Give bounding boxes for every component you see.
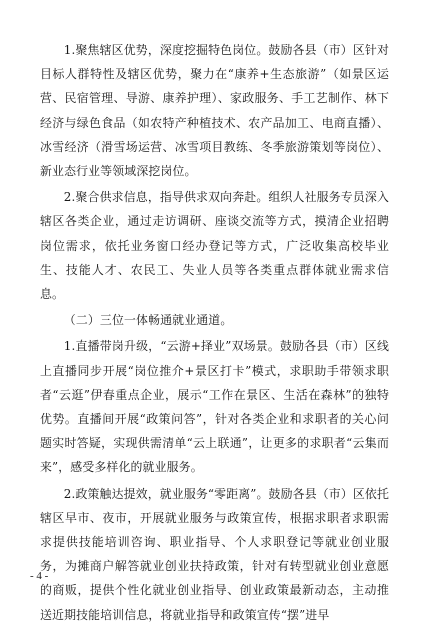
paragraph-4: 2.政策触达提效，就业服务“零距离”。鼓励各县（市）区依托辖区早市、夜市，开展就业服务与政策宣传，根据求职者求职需求提供技能培训咨询、职业指导、个人求职登记等就业创业服务，为摊商户解答就业创业扶持政策，针对有转型就业创业意愿的商贩，提供个性化就业创业指导、创业政策最新动态，主动推送近期技能培训信息，将就业指导和政策宣传“摆”进早 xyxy=(40,486,389,622)
page-number: - 4 - xyxy=(30,570,49,582)
paragraph-3: 1.直播带岗升级，“云游+择业”双场景。鼓励各县（市）区线上直播同步开展“岗位推介+景区打卡”模式，求职助手带领求职者“云逛”伊春重点企业，展示“工作在景区、生活在森林”的独特优势。直播间开展“政策问答”，针对各类企业和求职者的关心问题实时答疑，实现供需清单“云上联通”，让更多的求职者“云集而来”，感受多样化的就业服务。 xyxy=(40,339,389,475)
paragraph-2: 2.聚合供求信息，指导供求双向奔赴。组织人社服务专员深入辖区各类企业，通过走访调研、座谈交流等方式，摸清企业招聘岗位需求，依托业务窗口经办登记等方式，广泛收集高校毕业生、技能人才、农民工、失业人员等各类重点群体就业需求信息。 xyxy=(40,190,389,302)
document-page xyxy=(40,38,389,629)
section-heading: （二）三位一体畅通就业通道。 xyxy=(63,313,233,328)
paragraph-1: 1.聚焦辖区优势，深度挖掘特色岗位。鼓励各县（市）区针对目标人群特性及辖区优势，聚力在“康养+生态旅游”（如景区运营、民宿管理、导游、康养护理）、家政服务、手工艺制作、林下经济与绿色食品（如农特产种植技术、农产品加工、电商直播）、冰雪经济（滑雪场运营、冰雪项目教练、冬季旅游策划等岗位）、新业态行业等领域深挖岗位。 xyxy=(40,43,389,179)
